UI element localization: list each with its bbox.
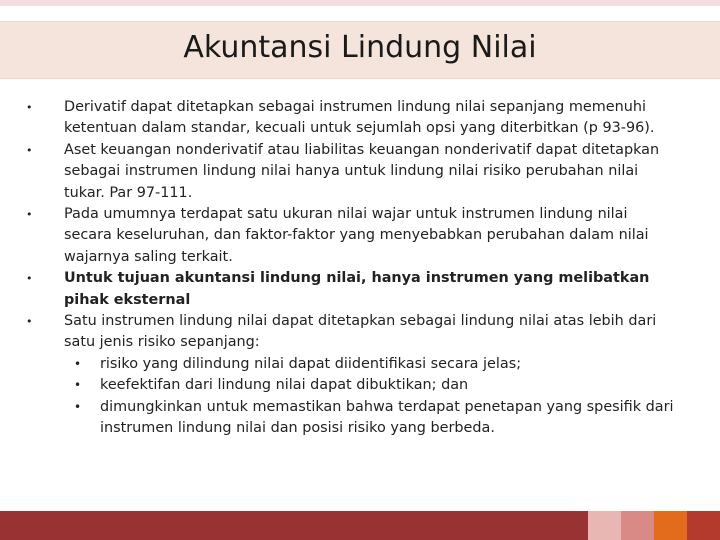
sub-bullet-text: dimungkinkan untuk memastikan bahwa terdapat penetapan yang spesifik dari instrumen lindung nilai dan posisi risiko yang berbeda. [100, 398, 674, 437]
bullet-item [26, 311, 676, 354]
sub-bullet-item [26, 397, 676, 440]
bullet-icon: • [26, 101, 33, 114]
bullet-icon: • [26, 272, 33, 286]
bullet-icon: • [26, 143, 33, 157]
sub-bullet-list [26, 354, 676, 440]
bullet-item [26, 140, 676, 204]
footer-bar [0, 511, 588, 540]
bullet-item [26, 204, 676, 268]
bullet-text-bold: Untuk tujuan akuntansi lindung nilai, hanya instrumen yang melibatkan pihak eksternal [64, 270, 650, 308]
bullet-icon: • [26, 315, 33, 329]
bullet-text: Aset keuangan nonderivatif atau liabilitas keuangan nonderivatif dapat ditetapkan sebagai instrumen lindung nilai hanya untuk lindung nilai risiko perubahan nilai tukar. Par 97-111. [64, 141, 660, 201]
bullet-text: Pada umumnya terdapat satu ukuran nilai wajar untuk instrumen lindung nilai secara keseluruhan, dan faktor-faktor yang menyebabkan perubahan dalam nilai wajarnya saling terkait. [64, 206, 649, 265]
top-accent-line [0, 0, 720, 6]
bullet-text: Derivatif dapat ditetapkan sebagai instrumen lindung nilai sepanjang memenuhi ketentuan dalam standar, kecuali untuk sejumlah opsi yang diterbitkan (p 93-96). [64, 99, 655, 137]
bullet-item [26, 268, 676, 311]
bullet-item [26, 97, 676, 140]
sub-bullet-text: keefektifan dari lindung nilai dapat dibuktikan; dan [100, 377, 469, 394]
sub-bullet-icon: • [74, 399, 82, 414]
footer-block-3 [654, 511, 687, 540]
sub-bullet-item [26, 354, 676, 375]
slide-title: Akuntansi Lindung Nilai [183, 30, 537, 65]
slide-content [26, 97, 676, 440]
sub-bullet-text: risiko yang dilindung nilai dapat diidentifikasi secara jelas; [100, 355, 522, 372]
footer-block-4 [687, 511, 720, 540]
footer-block-1 [588, 511, 621, 540]
sub-bullet-icon: • [74, 378, 82, 393]
bullet-text: Satu instrumen lindung nilai dapat ditetapkan sebagai lindung nilai atas lebih dari satu jenis risiko sepanjang: [64, 313, 657, 351]
bullet-icon: • [26, 208, 33, 222]
sub-bullet-item [26, 375, 676, 396]
sub-bullet-icon: • [74, 356, 82, 371]
footer-block-2 [621, 511, 654, 540]
